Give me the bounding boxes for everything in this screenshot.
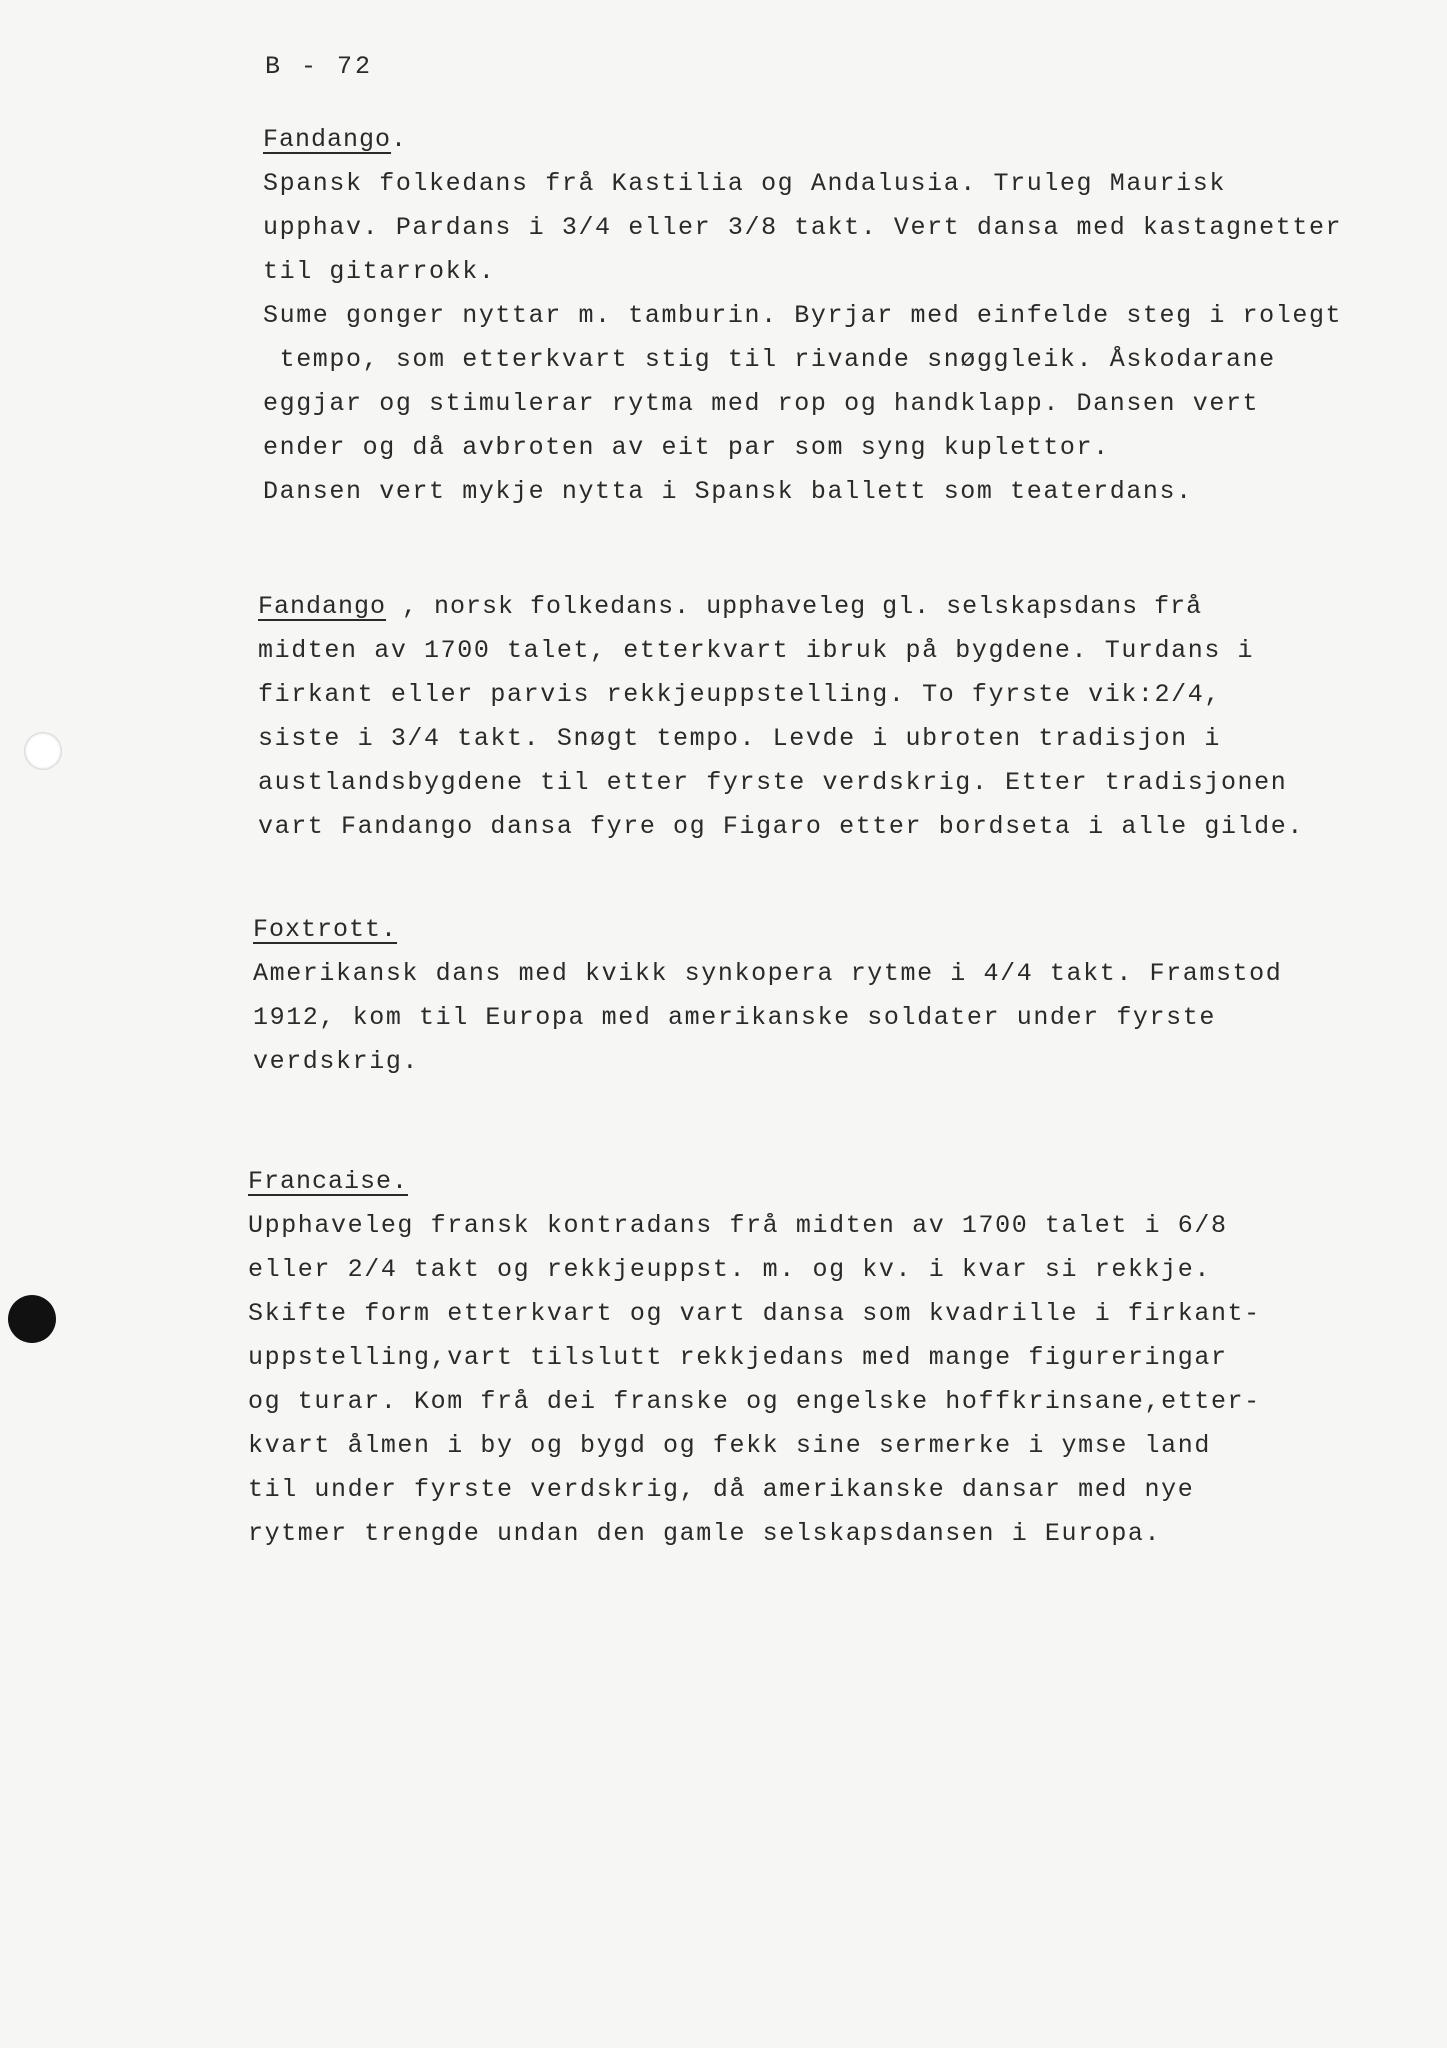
- entry-fandango-spanish: [263, 118, 1342, 514]
- text-line: Dansen vert mykje nytta i Spansk ballett som teaterdans.: [263, 477, 1193, 506]
- text-line: siste i 3/4 takt. Snøgt tempo. Levde i ubroten tradisjon i: [258, 724, 1221, 753]
- text-line: firkant eller parvis rekkjeuppstelling. To fyrste vik:2/4,: [258, 680, 1221, 709]
- entry-heading: [253, 908, 1282, 952]
- text-line: Upphaveleg fransk kontradans frå midten av 1700 talet i 6/8: [248, 1211, 1228, 1240]
- entry-fandango-norsk: [258, 585, 1304, 849]
- entry-title-suffix: .: [391, 125, 408, 154]
- entry-title-suffix: , norsk folkedans. upphaveleg gl. selskapsdans frå: [386, 592, 1203, 621]
- text-line: Spansk folkedans frå Kastilia og Andalusia. Truleg Maurisk: [263, 169, 1226, 198]
- text-line: eller 2/4 takt og rekkjeuppst. m. og kv. i kvar si rekkje.: [248, 1255, 1211, 1284]
- text-line: eggjar og stimulerar rytma med rop og handklapp. Dansen vert: [263, 389, 1260, 418]
- text-line: og turar. Kom frå dei franske og engelske hoffkrinsane,etter-: [248, 1387, 1261, 1416]
- text-line: Skifte form etterkvart og vart dansa som kvadrille i firkant-: [248, 1299, 1261, 1328]
- punch-hole: [24, 732, 62, 770]
- entry-foxtrott: [253, 908, 1282, 1084]
- entry-title: Francaise.: [248, 1167, 409, 1196]
- text-line: upphav. Pardans i 3/4 eller 3/8 takt. Vert dansa med kastagnetter: [263, 213, 1343, 242]
- text-line: Sume gonger nyttar m. tamburin. Byrjar med einfelde steg i rolegt: [263, 301, 1343, 330]
- text-line: 1912, kom til Europa med amerikanske soldater under fyrste: [253, 1003, 1216, 1032]
- text-line: midten av 1700 talet, etterkvart ibruk på bygdene. Turdans i: [258, 636, 1255, 665]
- text-line: Amerikansk dans med kvikk synkopera rytme i 4/4 takt. Framstod: [253, 959, 1283, 988]
- entry-title: Fandango: [263, 125, 392, 154]
- entry-title: Foxtrott.: [253, 915, 398, 944]
- text-line: uppstelling,vart tilslutt rekkjedans med mange figureringar: [248, 1343, 1228, 1372]
- text-line: vart Fandango dansa fyre og Figaro etter bordseta i alle gilde.: [258, 812, 1304, 841]
- entry-heading: [258, 585, 1304, 629]
- entry-heading: [263, 118, 1342, 162]
- text-line: rytmer trengde undan den gamle selskapsdansen i Europa.: [248, 1519, 1162, 1548]
- text-line: til gitarrokk.: [263, 257, 496, 286]
- entry-francaise: [248, 1160, 1261, 1556]
- text-line: tempo, som etterkvart stig til rivande snøggleik. Åskodarane: [263, 345, 1276, 374]
- text-line: til under fyrste verdskrig, då amerikanske dansar med nye: [248, 1475, 1195, 1504]
- text-line: kvart ålmen i by og bygd og fekk sine sermerke i ymse land: [248, 1431, 1211, 1460]
- page-number: B - 72: [265, 52, 374, 81]
- text-line: ender og då avbroten av eit par som syng kuplettor.: [263, 433, 1110, 462]
- text-line: verdskrig.: [253, 1047, 420, 1076]
- entry-title: Fandango: [258, 592, 387, 621]
- entry-heading: [248, 1160, 1261, 1204]
- text-line: austlandsbygdene til etter fyrste verdskrig. Etter tradisjonen: [258, 768, 1288, 797]
- punch-hole-marker: [8, 1295, 56, 1343]
